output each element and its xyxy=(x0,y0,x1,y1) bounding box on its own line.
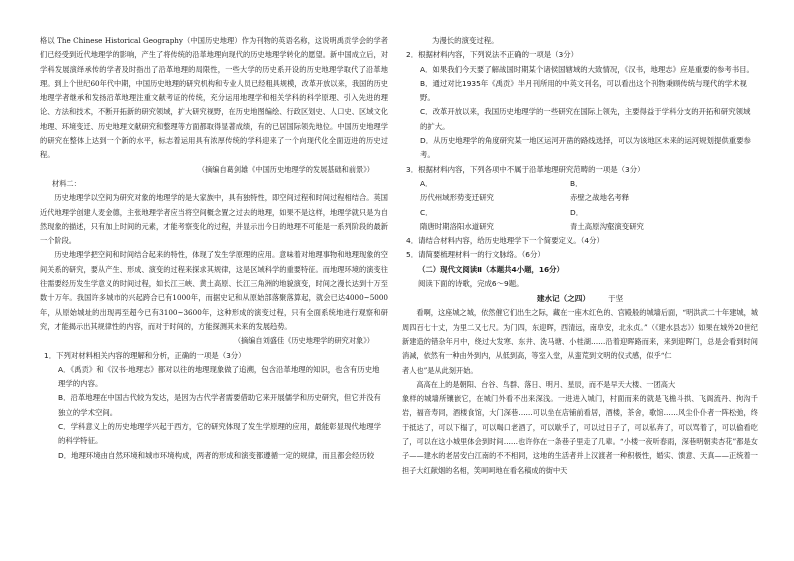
question-1-option-c[interactable]: C．学科意义上的历史地理学兴起于西方，它的研究体现了发生学原理的应用，最能彰显现代地理学的科学特征。 xyxy=(58,422,381,446)
poem-paragraph-1-end: 者人也”是从此刻开始。 xyxy=(402,365,478,375)
question-2-option-c[interactable]: C．改革开放以来，我国历史地理学的一些研究在国际上领先，主要得益于学科分支的开拓和研究领域的扩大。 xyxy=(420,107,751,131)
question-5: 5．请简要梳理材料一的行文脉络。（6分） xyxy=(406,250,545,260)
question-1-option-b[interactable]: B．沿革地理在中国古代较为发达，是因为古代学者需要借助它来开展儒学和历史研究，但它并没有独立的学术空间。 xyxy=(58,393,381,417)
poem-paragraph-2-body: 象样的城墙所镶嵌它，在城门外看不出来深浅。一进进入城门，村面而来的就是飞檐斗拱、飞阁流丹、拘沟千岩，福音寿同，酒楼食馆，大门深巷……可以坐在店铺前看居，酒楼，茶舍，歌馆……风尘仆仆者一阵松弛，终于抵达了，可以下榻了，可以喝口老酒了，可以歇乎了，可以过日子了，可以私奔了，可以骂着了，可以偷看吃了，可以在这小城里体会到时间……也许你在一条巷子里走了几辈。“小楼一夜听春雨，深巷明朝卖杏花”都是女子——建水的老居安白江南的不不相同，这地的生活者并上汉渡者一种积极性，婚实、馈意、天真——正统着一担子大红献烟的名相，笑呵呵地在看名稿成的街中天 xyxy=(402,394,758,475)
question-3-option-b[interactable]: B． 赤壁之战地名考释 xyxy=(570,178,630,203)
question-1-option-d[interactable]: D．地理环境由自然环境和城市环境构成，两者的形成和演变都遵循一定的规律，而且都会经历较 xyxy=(58,450,375,460)
material1-source: （摘编自葛剑雄《中国历史地理学的发展基础和前景》） xyxy=(197,164,374,174)
material1-paragraph-end: 格以 The Chinese Historical Geography（中国历史地理）作为刊物的英语名称，这说明禹贡学会的学者们已经受到近代地理学的影响，产生了将传统的沿革地理向现代的历史地理学转化的愿望。新中国成立后，对学科发展演绎承传的学者及时指出了沿革地理的局限性，一些大学的历史系开设的历史地理学取代了沿革地理。到上个世纪60年代中期，中国历史地理的研究机构和专业人员已经粗具规模，改革开放以来，我国的历史地理学者继承和发扬沿革地理注重文献考证的传统，充分运用地理学和相关学科的科学原理、引入先进的理论、方法和技术，不断开拓新的研究领域，扩大研究视野，在历史地图编绘、行政区划史、人口史、区域文化地理、环境变迁、历史地理文献研究和整理等方面都取得显著成绩，有的已居国际领先地位。中国历史地理学的研究在整体上达到一个新的水平，标志着运用具有浓厚传统的学科迎来了一个向现代化全面迈进的历史过程。 xyxy=(40,36,388,160)
question-3: 3．根据材料内容，下列各项中不属于沿革地理研究范畴的一项是（3分） xyxy=(406,164,645,174)
question-2: 2．根据材料内容，下列说法不正确的一项是（3分） xyxy=(406,50,579,60)
section-heading: （二）现代文阅读Ⅱ（本题共4小题，16分） xyxy=(418,264,564,274)
poem-author: 于坚 xyxy=(607,294,624,304)
question-1-option-d-continued: 为漫长的演变过程。 xyxy=(432,36,499,45)
question-3-options-row-2 xyxy=(402,206,758,235)
left-column xyxy=(40,34,388,463)
right-column xyxy=(402,34,758,478)
question-1-option-a[interactable]: A．《禹贡》和《汉书·地理志》都对以往的地理现象做了追溯，包含沿革地理的知识，也含有历史地理学的内容。 xyxy=(58,364,380,389)
material2-paragraph-2: 历史地理学把空间和时间结合起来的特性，体现了发生学原理的应用。意味着对地理事物和地理现象的空间关系的研究，要从产生、形成、演变的过程来探求其规律，这是区域科学的重要特征。而地理环境的演变往往需要经历发生学意义的时间过程，如长江三峡、黄土高原、长江三角洲的地貌演变，时间之漫长达到十万至数十万年。我国许多城市的兴起跨合已有1000年，而据史记和从原始部落聚落算起，就会已达4000~5000年，从原始城址的出现再至超今已有3100~3600年，这种形成的演变过程，只有全面系统地进行观察和研究，才能揭示出其规律性的内容，而对于时间的，方能探测其未来的发展趋势。 xyxy=(40,250,388,331)
question-3-option-c[interactable]: C． 隋唐时期洛阳水道研究 xyxy=(420,207,494,231)
question-1: 1．下列对材料相关内容的理解和分析，正确的一项是（3分） xyxy=(44,350,246,360)
question-2-option-b[interactable]: B．通过对比1935年《禹贡》半月刊所用的中英文刊名，可以看出这个刊物秉顾传统与现代的学术视野。 xyxy=(420,78,747,103)
poem-paragraph-2: 高高在上的是朝阳、台谷、鸟群、落日、明月、星辰，而不是早天大楼、一团高大 xyxy=(416,379,676,389)
poem-title: 建水记（之四） 于坚 xyxy=(536,294,624,304)
material2-source: （摘编自刘盛佳《历史地理学的研究对象》） xyxy=(233,336,374,346)
poem-paragraph-1: 看啊，这座城之城，依然催它们出生之际，藏在一座木红色的、官殿般的城墙后面，“明洪武二十年建城，城周四百七十丈，为里二又七尺。为门四，东迎晖，西清远，南阜安，北永贞。”（《建水县志》）如果在城外20世纪新建造的错杂年月中，绕过大发寒、东井、洗马塘、小桂湖……沿着迎晖路而来，来到迎晖门，总是会看到时间消减，依然有一种由外到内，从低到高，等室入堂，从蛮荒到文明的仪式感，似乎“仁 xyxy=(402,308,758,361)
question-3-option-a[interactable]: A． 历代州域形势变迁研究 xyxy=(420,178,494,203)
material2-label: 材料二： xyxy=(52,178,81,188)
question-4: 4．请结合材料内容，给历史地理学下一个简要定义。（4分） xyxy=(406,236,604,246)
question-2-option-a[interactable]: A．如果我们今天要了解战国时期某个诸侯国辖域的大致情况，《汉书，地理志》应是重要的参考书目。 xyxy=(420,64,754,74)
question-2-option-d[interactable]: D．从历史地理学的角度研究某一地区运河开凿的路线选择，可以为该地区未来的运河规划提供重要参考。 xyxy=(420,136,751,160)
material2-paragraph-1: 历史地理学以空间为研究对象的地理学的是大家族中，具有独特性，即空间过程和时间过程相结合。英国近代地理学创建人麦金德，主张地理学者应当将空间概念置之过去的地理，如果不是这样，地理学就只是为自然现象的描述，只有加上时间的元素，才能考察变化的过程，并显示出今日的地理不可能是一系列阶段的最新一个阶段。 xyxy=(40,193,388,246)
question-3-options-row-1 xyxy=(402,177,758,206)
question-3-option-d[interactable]: D． 青土高原沟壑演变研究 xyxy=(570,207,644,231)
reading-instruction: 阅读下面的诗歌，完成6～9题。 xyxy=(418,279,524,289)
